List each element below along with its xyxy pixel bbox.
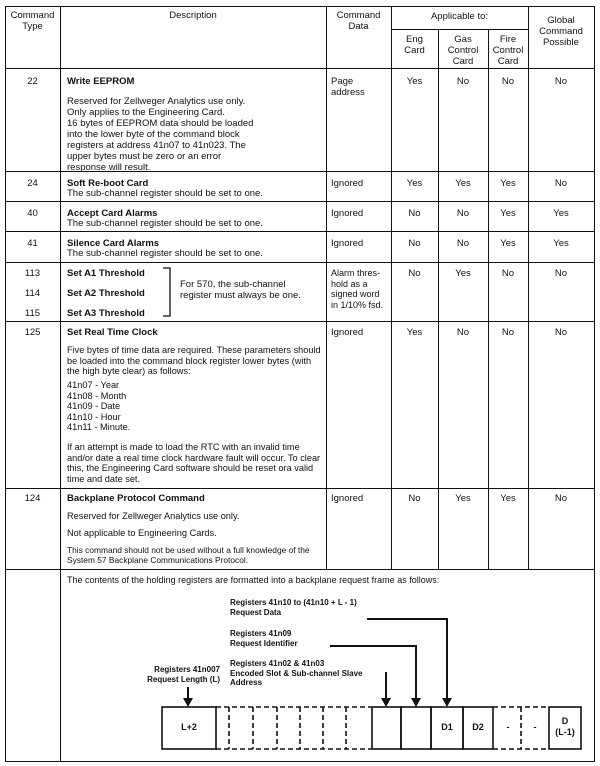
row-41-global: Yes bbox=[553, 238, 569, 249]
row-40-fire: Yes bbox=[500, 208, 516, 219]
row-124-global: No bbox=[554, 493, 568, 504]
row-125-register-list: 41n07 - Year 41n08 - Month 41n09 - Date 41n10 - Hour 41n11 - Minute. bbox=[67, 380, 131, 433]
frame-label-length: L+2 bbox=[181, 722, 197, 732]
threshold-note: For 570, the sub-channel register must always be one. bbox=[180, 279, 301, 301]
header-command-data: Command Data bbox=[336, 10, 381, 32]
row-40-gas: No bbox=[456, 208, 470, 219]
row-24-title: Soft Re-boot Card bbox=[67, 178, 149, 189]
header-global: Global Command Possible bbox=[539, 15, 583, 48]
row-41-desc: The sub-channel register should be set to one. bbox=[67, 248, 263, 259]
header-description: Description bbox=[169, 10, 217, 21]
row-40-desc: The sub-channel register should be set to one. bbox=[67, 218, 263, 229]
label-request-identifier: Registers 41n09 Request Identifier bbox=[230, 629, 298, 648]
header-eng-card: Eng Card bbox=[404, 34, 425, 56]
frame-label-gap-1: - bbox=[506, 722, 510, 732]
row-24-eng: Yes bbox=[406, 178, 423, 189]
row-125-fire: No bbox=[501, 327, 515, 338]
row-124-title: Backplane Protocol Command bbox=[67, 493, 205, 504]
row-124-fire: Yes bbox=[500, 493, 516, 504]
row-125-title: Set Real Time Clock bbox=[67, 327, 158, 338]
threshold-gas: Yes bbox=[455, 268, 471, 279]
label-request-length: Registers 41n007 Request Length (L) bbox=[147, 665, 220, 684]
row-40-eng: No bbox=[408, 208, 421, 219]
row-113-type: 113 bbox=[24, 268, 41, 279]
header-applicable-to: Applicable to: bbox=[430, 11, 489, 22]
diagram-intro: The contents of the holding registers are formatted into a backplane request frame as follows: bbox=[67, 575, 440, 585]
row-24-fire: Yes bbox=[500, 178, 516, 189]
row-125-gas: No bbox=[456, 327, 470, 338]
row-41-data: Ignored bbox=[331, 238, 364, 249]
threshold-data: Alarm thres- hold as a signed word in 1/10% fsd. bbox=[331, 268, 384, 310]
row-24-desc: The sub-channel register should be set to one. bbox=[67, 188, 263, 199]
row-115-type: 115 bbox=[24, 308, 41, 319]
row-24-gas: Yes bbox=[455, 178, 471, 189]
row-41-title: Silence Card Alarms bbox=[67, 238, 160, 249]
row-22-global: No bbox=[554, 76, 568, 87]
row-124-paragraph-2: Not applicable to Engineering Cards. bbox=[67, 528, 217, 538]
row-41-gas: No bbox=[456, 238, 470, 249]
row-40-data: Ignored bbox=[331, 208, 364, 219]
row-22-desc: Reserved for Zellweger Analytics use only. Only applies to the Engineering Card. 16 bytes of EEPROM data should be loaded into the lower byte of the command block registers at address 41n07 to 41n023. The upper bytes must be zero or an error response will result. bbox=[67, 96, 254, 173]
row-22-gas: No bbox=[456, 76, 470, 87]
frame-label-d1: D1 bbox=[441, 722, 453, 732]
row-22-type: 22 bbox=[27, 76, 38, 87]
row-124-data: Ignored bbox=[331, 493, 364, 504]
row-124-gas: Yes bbox=[455, 493, 471, 504]
row-125-paragraph-1: Five bytes of time data are required. These parameters should be loaded into the command block register lower bytes (with the high byte clear) as follows: bbox=[67, 345, 321, 377]
frame-cell-address-1 bbox=[372, 707, 401, 749]
row-113-title: Set A1 Threshold bbox=[67, 268, 145, 279]
header-gas-card: Gas Control Card bbox=[447, 34, 479, 67]
row-124-eng: No bbox=[408, 493, 421, 504]
row-124-paragraph-3: This command should not be used without a full knowledge of the System 57 Backplane Communications Protocol. bbox=[67, 545, 310, 565]
frame-label-dl-1: D (L-1) bbox=[555, 716, 575, 737]
row-40-title: Accept Card Alarms bbox=[67, 208, 158, 219]
row-22-fire: No bbox=[501, 76, 515, 87]
row-22-eng: Yes bbox=[406, 76, 423, 87]
row-114-title: Set A2 Threshold bbox=[67, 288, 145, 299]
row-125-eng: Yes bbox=[406, 327, 423, 338]
header-command-type: Command Type bbox=[10, 10, 55, 32]
row-125-paragraph-2: If an attempt is made to load the RTC with an invalid time and/or date a real time clock hardware fault will occur. To clear this, the Engineering Card software should be reset ora valid time and date set. bbox=[67, 442, 321, 484]
row-22-data: Page address bbox=[331, 76, 365, 98]
threshold-eng: No bbox=[408, 268, 421, 279]
label-request-data: Registers 41n10 to (41n10 + L - 1) Request Data bbox=[230, 598, 357, 617]
row-22-title: Write EEPROM bbox=[67, 76, 135, 87]
row-125-type: 125 bbox=[24, 327, 41, 338]
frame-label-gap-2: - bbox=[533, 722, 537, 732]
row-24-global: No bbox=[554, 178, 568, 189]
threshold-fire: No bbox=[501, 268, 515, 279]
row-41-eng: No bbox=[408, 238, 421, 249]
row-115-title: Set A3 Threshold bbox=[67, 308, 145, 319]
row-125-global: No bbox=[554, 327, 568, 338]
row-124-type: 124 bbox=[24, 493, 41, 504]
row-125-data: Ignored bbox=[331, 327, 364, 338]
row-124-paragraph-1: Reserved for Zellweger Analytics use only. bbox=[67, 511, 240, 521]
row-40-type: 40 bbox=[27, 208, 38, 219]
label-slot-address: Registers 41n02 & 41n03 Encoded Slot & Sub-channel Slave Address bbox=[230, 659, 363, 687]
header-fire-card: Fire Control Card bbox=[492, 34, 524, 67]
row-40-global: Yes bbox=[553, 208, 569, 219]
row-24-data: Ignored bbox=[331, 178, 364, 189]
threshold-global: No bbox=[554, 268, 568, 279]
row-41-type: 41 bbox=[27, 238, 38, 249]
row-24-type: 24 bbox=[27, 178, 38, 189]
frame-label-d2: D2 bbox=[472, 722, 484, 732]
row-114-type: 114 bbox=[24, 288, 41, 299]
frame-cell-identifier bbox=[401, 707, 431, 749]
row-41-fire: Yes bbox=[500, 238, 516, 249]
